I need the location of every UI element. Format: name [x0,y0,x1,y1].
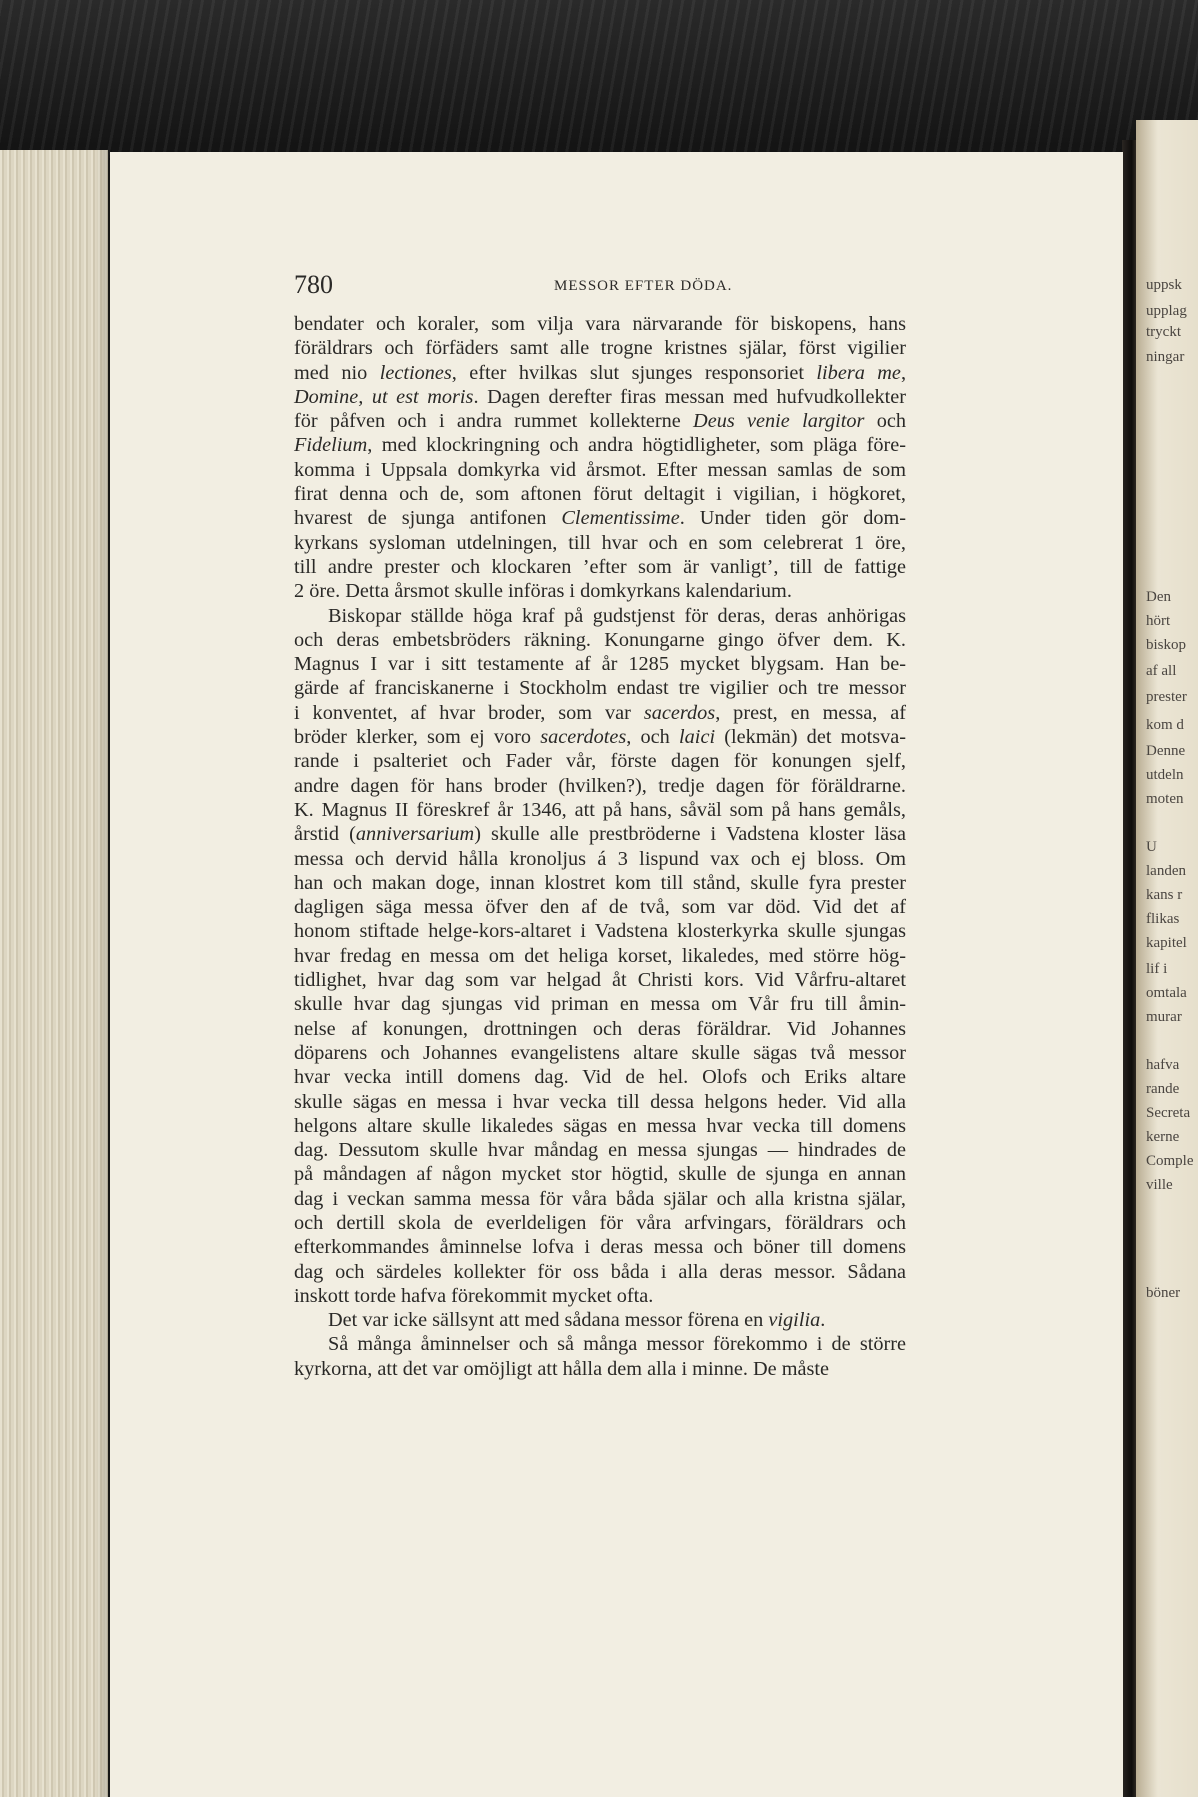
text-line: hvar vecka intill domens dag. Vid de hel. Olofs och Eriks altare [294,1066,906,1089]
adjacent-page-word: kom d [1146,717,1184,733]
adjacent-page-word: ningar [1146,349,1185,365]
text-line: i konventet, af hvar broder, som var sacerdos, prest, en messa, af [294,701,906,724]
text-line: kyrkans sysloman utdelningen, till hvar och en som celebrerat 1 öre, [294,531,906,554]
adjacent-page-word: uppsk [1146,277,1182,293]
text-line: bendater och koraler, som vilja vara närvarande för biskopens, hans [294,313,906,335]
text-line: andre dagen för hans broder (hvilken?), tredje dagen för föräldrarne. [294,774,906,797]
book-page-edges [0,150,108,1797]
adjacent-page-word: flikas [1146,911,1180,927]
text-line: nelse af konungen, drottningen och deras föräldrar. Vid Johannes [294,1017,906,1040]
text-line: bröder klerker, som ej voro sacerdotes, och laici (lekmän) det motsva- [294,726,907,749]
text-line: skulle hvar dag sjungas vid priman en messa om Vår fru till åmin- [294,993,906,1016]
adjacent-page-word: Secreta [1146,1105,1191,1121]
text-line: skulle sägas en messa i hvar vecka till dessa helgons heder. Vid alla [294,1090,906,1113]
text-line: och deras embetsbröders räkning. Konungarne gingo öfver dem. K. [294,628,906,651]
text-line: Det var icke sällsynt att med sådana messor förena en vigilia. [328,1309,826,1332]
text-line: K. Magnus II föreskref år 1346, att på hans, såväl som på hans gemåls, [294,798,906,821]
text-line: för påfven och i andra rummet kollekterne Deus venie largitor och [294,410,906,433]
adjacent-page-word: rande [1146,1081,1180,1097]
text-line: Magnus I var i sitt testamente af år 1285 mycket blygsam. Han be- [294,653,906,676]
adjacent-page-word: upplag [1146,303,1187,319]
adjacent-page-word: landen [1146,863,1186,879]
adjacent-page-word: prester [1146,689,1187,705]
adjacent-page-word: Comple [1146,1153,1194,1169]
adjacent-page-word: U [1146,839,1157,855]
text-line: honom stiftade helge-kors-altaret i Vadstena klosterkyrka skulle sjungas [294,920,906,943]
body-text [294,312,906,1381]
text-line: efterkommandes åminnelse lofva i deras messa och böner till domens [294,1236,906,1259]
paragraph [294,312,906,604]
text-line: han och makan doge, innan klostret kom till stånd, skulle fyra prester [294,871,906,894]
adjacent-page-word: Den [1146,589,1171,605]
text-line: komma i Uppsala domkyrka vid årsmot. Efter messan samlas de som [294,458,906,481]
text-line: inskott torde hafva förekommit mycket ofta. [294,1284,654,1307]
adjacent-page-word: moten [1146,791,1184,807]
text-line: föräldrars och förfäders samt alle trogne kristnes själar, först vigilier [294,337,906,360]
text-line: tidlighet, hvar dag som var helgad åt Christi kors. Vid Vårfru-altaret [294,969,906,992]
running-head: MESSOR EFTER DÖDA. [554,278,733,294]
paragraph [294,1332,906,1381]
adjacent-page-word: kerne [1146,1129,1180,1145]
scan-background [0,0,1198,160]
text-line: helgons altare skulle likaledes sägas en messa hvar vecka till domens [294,1114,906,1137]
text-line: kyrkorna, att det var omöjligt att hålla dem alla i minne. De måste [294,1357,830,1380]
text-line: till andre prester och klockaren ’efter som är vanligt’, till de fattige [294,555,906,578]
page-header [294,270,914,304]
text-line: Domine, ut est moris. Dagen derefter firas messan med hufvudkollekter [294,385,906,408]
text-line: årstid (anniversarium) skulle alle prestbröderne i Vadstena kloster läsa [294,823,906,846]
adjacent-page-word: biskop [1146,637,1187,653]
text-line: och dertill skola de everldeligen för våra arfvingars, föräldrars och [294,1211,906,1234]
adjacent-page-word: kans r [1146,887,1183,903]
adjacent-page-word: murar [1146,1009,1182,1025]
adjacent-page-fragment [1136,120,1198,1797]
adjacent-page-word: Denne [1146,743,1186,759]
text-line: på måndagen af någon mycket stor högtid, skulle de sjunga en annan [294,1163,906,1186]
adjacent-page-word: hört [1146,613,1171,629]
adjacent-page-word: af all [1146,663,1177,679]
text-line: dag och särdeles kollekter för oss båda i alla deras messor. Sådana [294,1260,906,1283]
text-line: Så många åminnelser och så många messor förekommo i de större [328,1333,906,1356]
text-line: dag i veckan samma messa för våra båda själar och alla kristna själar, [294,1187,906,1210]
adjacent-page-word: böner [1146,1285,1181,1301]
adjacent-page-word: tryckt [1146,324,1181,340]
page-number: 780 [294,270,333,299]
text-line: dagligen säga messa öfver den af de två, som var död. Vid det af [294,896,906,919]
text-line: döparens och Johannes evangelistens altare skulle sägas två messor [294,1041,906,1064]
adjacent-page-word: lif i [1146,961,1168,977]
text-line: messa och dervid hålla kronoljus á 3 lispund vax och ej bloss. Om [294,847,906,870]
text-line: rande i psalteriet och Fader vår, förste dagen för konungen sjelf, [294,750,906,773]
text-line: hvarest de sjunga antifonen Clementissime. Under tiden gör dom- [294,507,907,530]
adjacent-page-word: ville [1146,1177,1173,1193]
paragraph [294,1308,906,1332]
paragraph [294,604,906,1309]
adjacent-page-word: utdeln [1146,767,1184,783]
text-line: Biskopar ställde höga kraf på gudstjenst för deras, deras anhörigas [328,604,906,627]
text-line: hvar fredag en messa om det heliga korset, likaledes, med större hög- [294,944,906,967]
text-line: dag. Dessutom skulle hvar måndag en messa sjungas — hindrades de [294,1139,906,1162]
text-line: med nio lectiones, efter hvilkas slut sjunges responsoriet libera me, [294,361,907,384]
text-line: 2 öre. Detta årsmot skulle införas i domkyrkans kalendarium. [294,580,792,603]
text-line: gärde af franciskanerne i Stockholm endast tre vigilier och tre messor [294,677,906,700]
adjacent-page-word: omtala [1146,985,1187,1001]
adjacent-page-word: hafva [1146,1057,1180,1073]
text-line: firat denna och de, som aftonen förut deltagit i vigilian, i högkoret, [294,483,906,506]
adjacent-page-word: kapitel [1146,935,1187,951]
book-page [110,152,1123,1797]
text-line: Fidelium, med klockringning och andra högtidligheter, som pläga före- [294,434,906,457]
